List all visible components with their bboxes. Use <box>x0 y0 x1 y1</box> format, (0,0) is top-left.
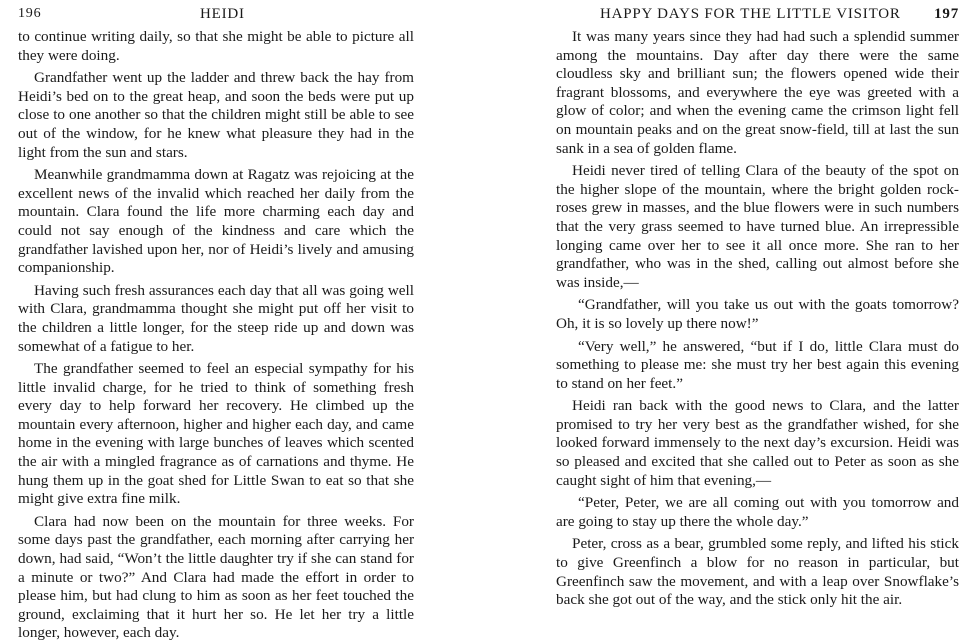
right-page-body <box>556 28 959 610</box>
paragraph: Having such fresh assurances each day that all was going well with Clara, grandmamma thought she might put off her visit to the children a little longer, for the steep ride up and down was somewhat of a fatigue to her. <box>18 281 414 355</box>
paragraph: Heidi ran back with the good news to Clara, and the latter promised to try her very best as the grandfather wished, for she looked forward immensely to the next day’s excursion. Heidi was so pleased and excited that she called out to Peter as soon as she caught sight of him that evening,— <box>556 397 959 489</box>
left-page <box>0 0 426 642</box>
left-page-number: 196 <box>18 6 42 21</box>
dialog-paragraph: “Grandfather, will you take us out with the goats tomorrow? Oh, it is so lovely up there now!” <box>556 296 959 332</box>
right-page-number: 197 <box>934 6 959 22</box>
right-running-head <box>556 4 959 28</box>
paragraph: Peter, cross as a bear, grumbled some reply, and lifted his stick to give Greenfinch a blow for no reason in particular, but Greenfinch saw the movement, and with a leap over Snowflake’s back she got out of the way, and the stick only hit the air. <box>556 535 959 609</box>
paragraph: Grandfather went up the ladder and threw back the hay from Heidi’s bed on to the great heap, and soon the beds were put up close to one another so that the children might still be able to see out of the window, for he knew what pleasure they had in the light from the sun and stars. <box>18 69 414 161</box>
paragraph: It was many years since they had had such a splendid summer among the mountains. Day after day there were the same cloudless sky and brilliant sun; the flowers opened wide their fragrant blossoms, and everywhere the eye was greeted with a glow of color; and when the evening came the crimson light fell on mountain peaks and on the great snow-field, till at last the sun sank in a sea of golden flame. <box>556 28 959 157</box>
left-running-title: HEIDI <box>200 6 245 22</box>
paragraph: Heidi never tired of telling Clara of the beauty of the spot on the higher slope of the mountain, where the bright golden rock-roses grew in masses, and the blue flowers were in such numbers that the very grass seemed to have turned blue. An irrepressible longing came over her to see it all once more. She ran to her grandfather, who was in the shed, calling out almost before she was inside,— <box>556 162 959 291</box>
paragraph: Clara had now been on the mountain for three weeks. For some days past the grandfather, each morning after carrying her down, had said, “Won’t the little daughter try if she can stand for a minute or two?” And Clara had made the effort in order to please him, but had clung to him as soon as her feet touched the ground, exclaiming that it hurt her so. He let her try a little longer, however, each day. <box>18 512 414 642</box>
paragraph: to continue writing daily, so that she might be able to picture all they were doing. <box>18 28 414 64</box>
paragraph: The grandfather seemed to feel an especial sympathy for his little invalid charge, for he tried to think of something fresh every day to help forward her recovery. He climbed up the mountain every afternoon, higher and higher each day, and came home in the evening with large bunches of leaves which scented the air with a mingled fragrance as of carnations and thyme. He hung them up in the goat shed for Little Swan to eat so that she might give extra fine milk. <box>18 360 414 508</box>
right-page <box>548 0 967 609</box>
dialog-paragraph: “Peter, Peter, we are all coming out with you tomorrow and are going to stay up there the whole day.” <box>556 494 959 530</box>
paragraph: Meanwhile grandmamma down at Ragatz was rejoicing at the excellent news of the invalid which reached her daily from the mountain. Clara found the life more charming each day and could not say enough of the kindness and care which the grandfather lavished upon her, nor of Heidi’s lively and amusing companionship. <box>18 166 414 277</box>
dialog-paragraph: “Very well,” he answered, “but if I do, little Clara must do something to please me: she must try her best again this evening to stand on her feet.” <box>556 337 959 392</box>
right-running-title: HAPPY DAYS FOR THE LITTLE VISITOR <box>600 6 901 22</box>
left-running-head <box>18 4 414 28</box>
left-page-body <box>18 28 414 643</box>
